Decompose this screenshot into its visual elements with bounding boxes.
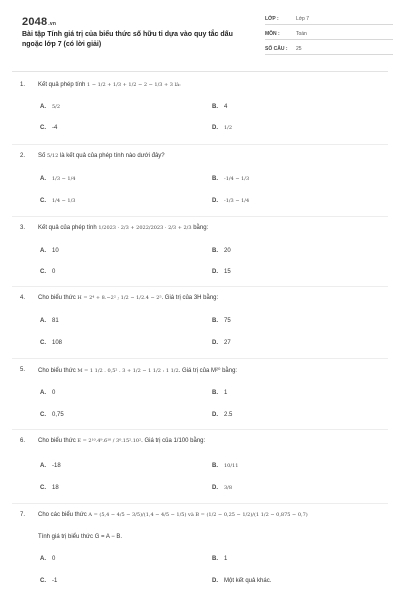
- option-d[interactable]: D. -1/3 − 1/4: [212, 198, 250, 204]
- option-b[interactable]: B. 1: [212, 556, 228, 562]
- option-a[interactable]: A. 1/3 − 1/4: [40, 176, 76, 182]
- option-c[interactable]: C. 0: [40, 269, 56, 275]
- worksheet-title: Bài tập Tính giá trị của biểu thức số hữu tỉ dựa vào quy tắc dấu ngoặc lớp 7 (có lời giải): [22, 31, 233, 48]
- option-c[interactable]: C. 108: [40, 340, 63, 346]
- option-c[interactable]: C. -4: [40, 125, 58, 131]
- option-a[interactable]: A. 5/2: [40, 104, 61, 110]
- math-expression: 1 − 1/2 + 1/3 + 1/2 − 2 − 1/3 + 3 là:: [87, 82, 181, 88]
- page: 2048.vn Bài tập Tính giá trị của biểu thức số hữu tỉ dựa vào quy tắc dấu ngoặc lớp 7 (có lời giải) LỚP : Lớp 7 MÔN : Toán SỐ CÂU : 25 1. Kết quả phép tính 1 − 1/2 + 1/3 + 1/2 − 2 − 1/3 + 3 là: A. 5/2 B. 4 C. -4 D. 1/2 2. Số 5/12 là kết quả của phép tính nào dưới đây? A. 1/3 − 1/4 B. -1/4 − 1/3 C. 1/4 − 1/3 D. -1/3 − 1/4 3. Kết quả của phép tính 1/2023 · 2/3 + 2022/2023 · 2/3 + 2/3 bằng: A. 10 B. 20 C. 0 D. 15 4. Cho biểu thức H = 2⁴ + 8.−2² ; 1/2 − 1/2.4 − 2⁵. Giá trị của 3H bằng: A. 81 B. 75 C. 108 D. 27 5. Cho biểu thức M = 1 1/2 . 0,5² . 3 + 1/2 − 1 1/2 : 1 1/2. Giá trị của M²⁰ bằng: A. 0 B. 1 C. 0,75 D. 2.5 6. Cho biểu thức E = 2¹⁰.4⁹.6¹⁰ / 3⁰.15².10². Giá trị của 1/100 bằng: A. -18 B. 10/11 C. 18 D. 3/8 7. Cho các biểu thức A = (5,4 − 4/5 − 3/5)/(1,4 − 4/5 − 1/5) và B = (1/2 − 0,25 − 1/2)/(1 1/2 − 0,875 − 0,7) Tính giá trị biểu thức G = A − B. A. 0 B. 1 C. -1 D. Một kết quả khác.: [0, 0, 400, 600]
- option-d[interactable]: D. 15: [212, 269, 231, 275]
- divider: [12, 216, 388, 217]
- option-d[interactable]: D. 3/8: [212, 485, 233, 491]
- question-text: Kết quả phép tính: [38, 82, 86, 88]
- option-b[interactable]: B. 4: [212, 104, 228, 110]
- option-d[interactable]: D. 1/2: [212, 125, 233, 131]
- worksheet-header: 2048.vn Bài tập Tính giá trị của biểu thức số hữu tỉ dựa vào quy tắc dấu ngoặc lớp 7 (có lời giải) LỚP : Lớp 7 MÔN : Toán SỐ CÂU : 25: [12, 0, 388, 72]
- divider: [12, 286, 388, 287]
- site-logo[interactable]: 2048.vn: [22, 16, 57, 28]
- option-c[interactable]: C. 0,75: [40, 412, 64, 418]
- divider: [12, 503, 388, 504]
- option-c[interactable]: C. 1/4 − 1/3: [40, 198, 76, 204]
- option-a[interactable]: A. 10: [40, 248, 59, 254]
- option-b[interactable]: B. 75: [212, 318, 231, 324]
- option-b[interactable]: B. -1/4 − 1/3: [212, 176, 250, 182]
- option-b[interactable]: B. 1: [212, 390, 228, 396]
- option-b[interactable]: B. 20: [212, 248, 231, 254]
- option-a[interactable]: A. -18: [40, 463, 61, 469]
- divider: [12, 429, 388, 430]
- divider: [12, 144, 388, 145]
- option-a[interactable]: A. 0: [40, 556, 56, 562]
- divider: [12, 358, 388, 359]
- option-d[interactable]: D. 27: [212, 340, 231, 346]
- option-b[interactable]: B. 10/11: [212, 463, 239, 469]
- option-a[interactable]: A. 81: [40, 318, 59, 324]
- option-d[interactable]: D. 2.5: [212, 412, 233, 418]
- option-c[interactable]: C. -1: [40, 578, 58, 584]
- question-subtext: Tính giá trị biểu thức G = A − B.: [38, 534, 123, 540]
- option-c[interactable]: C. 18: [40, 485, 59, 491]
- option-d[interactable]: D. Một kết quả khác.: [212, 578, 272, 584]
- option-a[interactable]: A. 0: [40, 390, 56, 396]
